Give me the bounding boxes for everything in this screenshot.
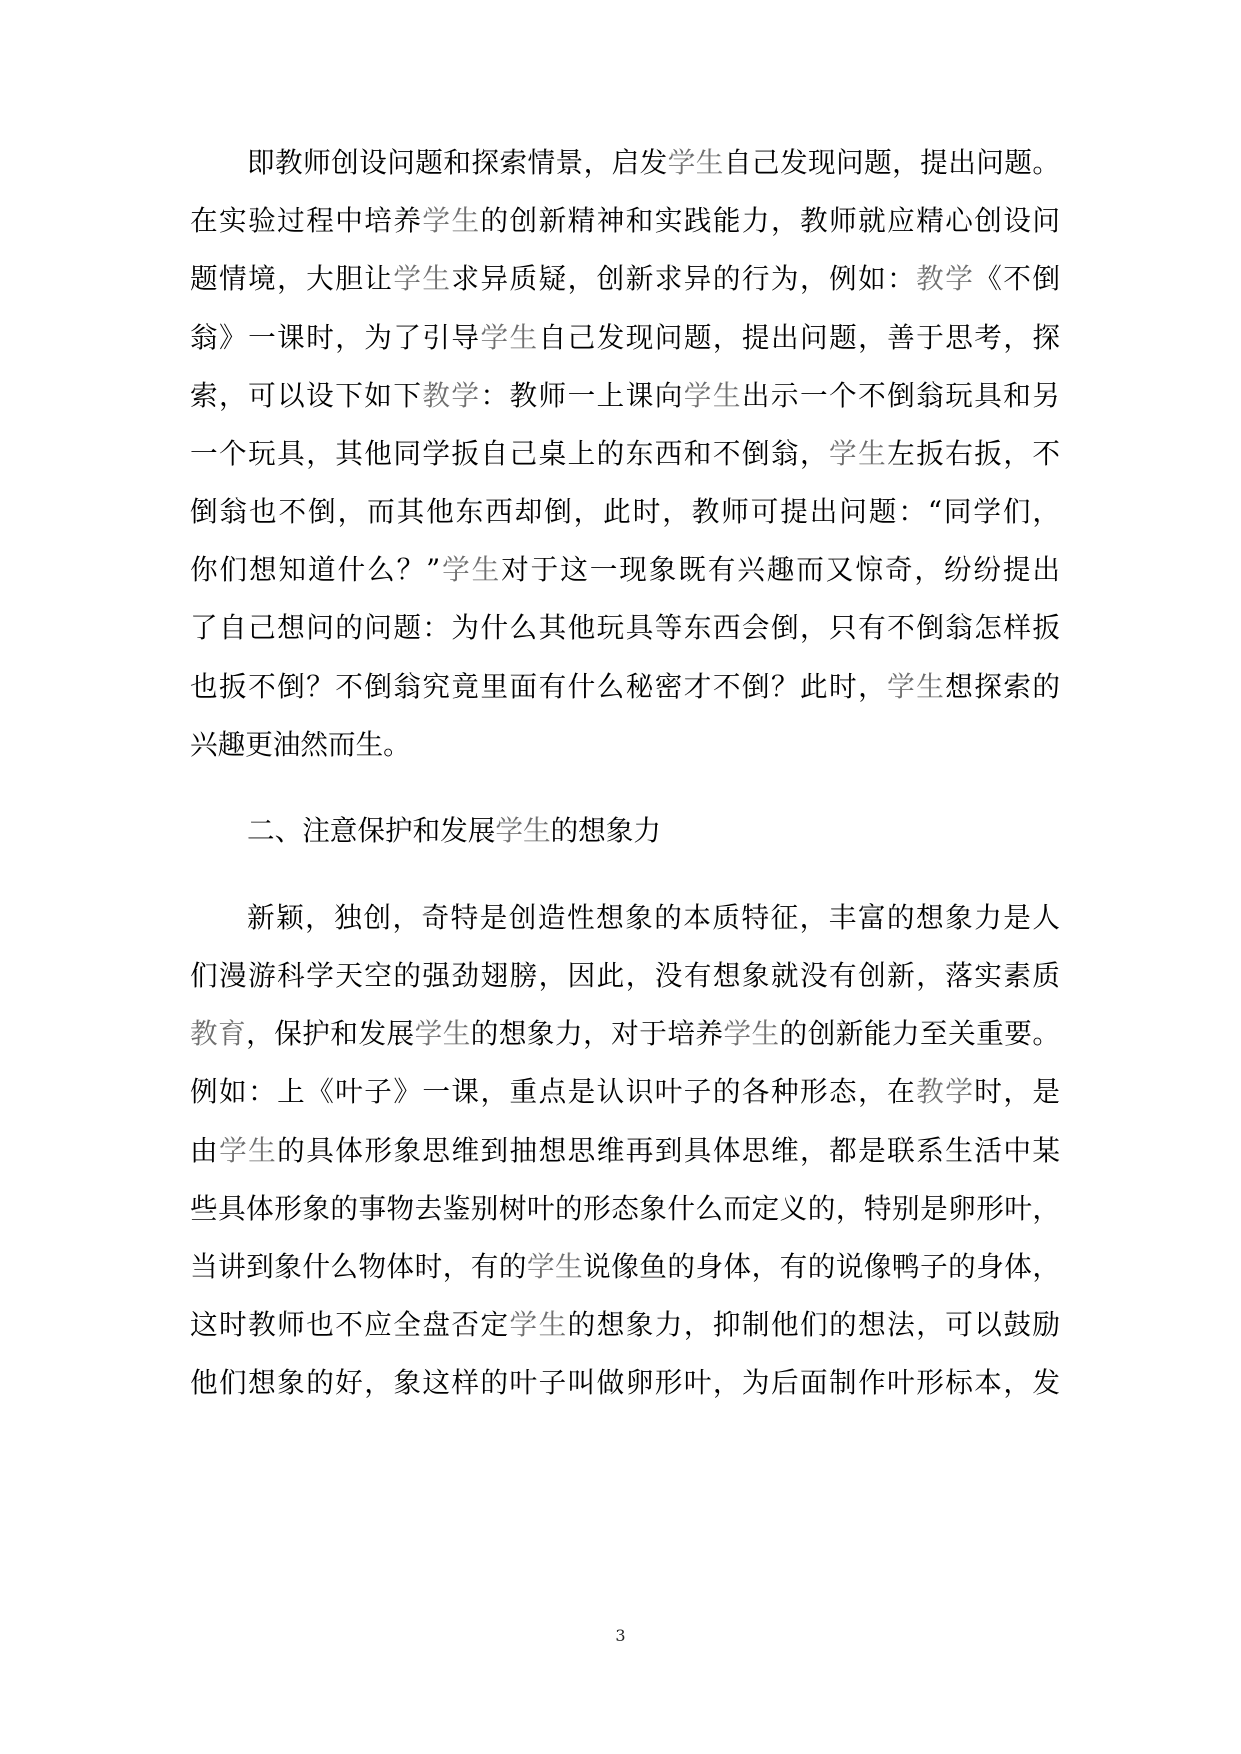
- paragraph-2-line: [190, 1239, 1060, 1295]
- text-run: 自己发现问题，提出问题，善于思考，探: [538, 321, 1060, 354]
- text-run: ：教师一上课向: [480, 379, 684, 412]
- text-run: 二、注意保护和发展: [247, 814, 496, 847]
- highlighted-term: 学生: [509, 1308, 568, 1341]
- text-run: 时，是: [974, 1075, 1060, 1108]
- paragraph-1-line: [190, 484, 1060, 540]
- text-run: 左扳右扳，不: [887, 437, 1060, 470]
- text-run: 的创新能力至关重要。: [779, 1017, 1060, 1050]
- text-run: 说像鱼的身体，有的说像鸭子的身体，: [583, 1250, 1060, 1283]
- highlighted-term: 学生: [480, 321, 539, 354]
- text-run: 你们想知道什么？”: [190, 553, 441, 586]
- text-run: 新颖，独创，奇特是创造性想象的本质特征，丰富的想象力是人: [247, 901, 1060, 934]
- text-run: 们漫游科学天空的强劲翅膀，因此，没有想象就没有创新，落实素质: [190, 959, 1060, 992]
- highlighted-term: 学生: [887, 670, 946, 703]
- text-run: 的想象力，抑制他们的想法，可以鼓励: [567, 1308, 1060, 1341]
- paragraph-1-line: [190, 193, 1060, 249]
- text-run: 的想象力，对于培养: [470, 1017, 724, 1050]
- text-run: 当讲到象什么物体时，有的: [190, 1250, 527, 1283]
- text-run: 的想象力: [550, 814, 661, 847]
- highlighted-term: 教学: [916, 262, 975, 295]
- paragraph-1-line: [190, 542, 1060, 598]
- text-run: 由: [190, 1134, 220, 1167]
- text-run: 索，可以设下如下: [190, 379, 423, 412]
- highlighted-term: 学生: [440, 553, 502, 586]
- text-run: 例如：上《叶子》一课，重点是认识叶子的各种形态，在: [190, 1075, 917, 1108]
- text-run: 的具体形象思维到抽想思维再到具体思维，都是联系生活中某: [277, 1134, 1060, 1167]
- highlighted-term: 学生: [526, 1250, 584, 1283]
- highlighted-term: 学生: [667, 146, 724, 179]
- highlighted-term: 学生: [393, 262, 452, 295]
- text-run: 这时教师也不应全盘否定: [190, 1308, 510, 1341]
- paragraph-1-line: [247, 135, 1060, 191]
- highlighted-term: 学生: [219, 1134, 278, 1167]
- paragraph-1-line: [190, 251, 1060, 307]
- text-run: 他们想象的好，象这样的叶子叫做卵形叶，为后面制作叶形标本，发: [190, 1366, 1060, 1399]
- text-run: 《不倒: [974, 262, 1060, 295]
- text-run: 求异质疑，创新求异的行为，例如：: [451, 262, 917, 295]
- highlighted-term: 学生: [495, 814, 551, 847]
- highlighted-term: 学生: [422, 204, 481, 237]
- paragraph-2-line: [190, 1355, 1060, 1411]
- highlighted-term: 学生: [829, 437, 888, 470]
- text-run: 出示一个不倒翁玩具和另: [741, 379, 1060, 412]
- paragraph-2-line: [190, 1006, 1060, 1062]
- text-run: 在实验过程中培养: [190, 204, 423, 237]
- text-run: 了自己想问的问题：为什么其他玩具等东西会倒，只有不倒翁怎样扳: [190, 611, 1060, 644]
- highlighted-term: 学生: [683, 379, 742, 412]
- paragraph-1-line: [190, 717, 1060, 773]
- paragraph-2-line: [247, 890, 1060, 946]
- text-run: 倒翁也不倒，而其他东西却倒，此时，教师可提出问题：“同学们，: [190, 495, 1060, 528]
- paragraph-1-line: [190, 600, 1060, 656]
- highlighted-term: 学生: [414, 1017, 471, 1050]
- paragraph-1-line: [190, 426, 1060, 482]
- text-run: 的创新精神和实践能力，教师就应精心创设问: [480, 204, 1060, 237]
- paragraph-2-line: [190, 1123, 1060, 1179]
- highlighted-term: 教育: [190, 1017, 247, 1050]
- paragraph-2-line: [190, 1064, 1060, 1120]
- text-run: 也扳不倒？不倒翁究竟里面有什么秘密才不倒？此时，: [190, 670, 888, 703]
- highlighted-term: 教学: [422, 379, 481, 412]
- text-run: 些具体形象的事物去鉴别树叶的形态象什么而定义的，特别是卵形叶，: [190, 1192, 1060, 1225]
- text-run: 对于这一现象既有兴趣而又惊奇，纷纷提出: [501, 553, 1060, 586]
- section-heading: [247, 803, 1060, 859]
- paragraph-2-line: [190, 1181, 1060, 1237]
- text-run: 即教师创设问题和探索情景，启发: [247, 146, 668, 179]
- text-run: ，保护和发展: [246, 1017, 415, 1050]
- text-run: 兴趣更油然而生。: [190, 728, 411, 761]
- paragraph-1-line: [190, 368, 1060, 424]
- text-run: 自己发现问题，提出问题。: [723, 146, 1060, 179]
- text-run: 题情境，大胆让: [190, 262, 394, 295]
- highlighted-term: 学生: [723, 1017, 780, 1050]
- paragraph-1-line: [190, 659, 1060, 715]
- text-run: 想探索的: [945, 670, 1060, 703]
- highlighted-term: 教学: [916, 1075, 975, 1108]
- paragraph-1-line: [190, 310, 1060, 366]
- paragraph-2-line: [190, 948, 1060, 1004]
- page-number: 3: [615, 1626, 626, 1645]
- text-run: 一个玩具，其他同学扳自己桌上的东西和不倒翁，: [190, 437, 830, 470]
- paragraph-2-line: [190, 1297, 1060, 1353]
- text-run: 翁》一课时，为了引导: [190, 321, 481, 354]
